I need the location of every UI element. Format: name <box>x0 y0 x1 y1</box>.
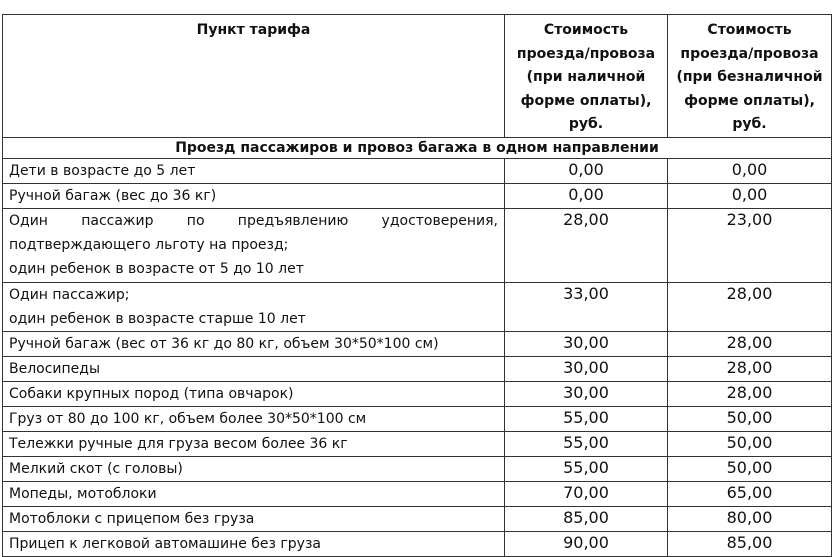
table-row <box>3 506 832 531</box>
header-cashless-line: руб. <box>732 116 767 132</box>
table-row <box>3 481 832 506</box>
cash-price: 33,00 <box>505 282 668 331</box>
cash-price: 70,00 <box>505 481 668 506</box>
tariff-name <box>3 208 505 282</box>
header-cash-price <box>505 15 668 138</box>
header-cashless-price <box>668 15 832 138</box>
tariff-name: Мотоблоки с прицепом без груза <box>3 506 505 531</box>
tariff-name: Дети в возрасте до 5 лет <box>3 158 505 183</box>
cash-price: 85,00 <box>505 506 668 531</box>
header-cash-line: Стоимость <box>543 22 629 38</box>
table-row <box>3 531 832 556</box>
header-cashless-line: форме оплаты), <box>684 92 815 109</box>
cash-price: 0,00 <box>505 158 668 183</box>
header-cash-line: форме оплаты), <box>520 92 652 109</box>
cash-price: 0,00 <box>505 183 668 208</box>
table-row <box>3 356 832 381</box>
table-row <box>3 282 832 331</box>
cash-price: 30,00 <box>505 381 668 406</box>
table-row <box>3 158 832 183</box>
section-title: Проезд пассажиров и провоз багажа в одном направлении <box>3 137 832 158</box>
section-row <box>3 137 832 158</box>
tariff-name-line: один ребенок в возрасте старше 10 лет <box>9 310 306 327</box>
table-row <box>3 456 832 481</box>
table-row <box>3 183 832 208</box>
tariff-name: Мопеды, мотоблоки <box>3 481 505 506</box>
cashless-price: 0,00 <box>668 183 832 208</box>
tariff-name <box>3 282 505 331</box>
tariff-name-line: Один пассажир; <box>9 286 130 303</box>
cashless-price: 65,00 <box>668 481 832 506</box>
cashless-price: 50,00 <box>668 406 832 431</box>
cash-price: 30,00 <box>505 331 668 356</box>
cashless-price: 28,00 <box>668 282 832 331</box>
cashless-price: 28,00 <box>668 356 832 381</box>
tariff-table <box>2 14 832 557</box>
table-row <box>3 208 832 282</box>
table-row <box>3 406 832 431</box>
cash-price: 55,00 <box>505 456 668 481</box>
table-row <box>3 431 832 456</box>
tariff-name: Мелкий скот (с головы) <box>3 456 505 481</box>
tariff-name: Ручной багаж (вес до 36 кг) <box>3 183 505 208</box>
header-tariff-item: Пункт тарифа <box>3 15 505 138</box>
cashless-price: 85,00 <box>668 531 832 556</box>
tariff-name: Собаки крупных пород (типа овчарок) <box>3 381 505 406</box>
cash-price: 55,00 <box>505 431 668 456</box>
cashless-price: 28,00 <box>668 381 832 406</box>
cashless-price: 0,00 <box>668 158 832 183</box>
tariff-name: Тележки ручные для груза весом более 36 кг <box>3 431 505 456</box>
header-cash-line: руб. <box>568 116 604 132</box>
table-row <box>3 331 832 356</box>
cashless-price: 50,00 <box>668 456 832 481</box>
cash-price: 30,00 <box>505 356 668 381</box>
tariff-name-line: один ребенок в возрасте от 5 до 10 лет <box>9 260 304 277</box>
cash-price: 90,00 <box>505 531 668 556</box>
cash-price: 28,00 <box>505 208 668 282</box>
cashless-price: 28,00 <box>668 331 832 356</box>
header-cash-line: проезда/провоза <box>516 45 656 62</box>
table-row <box>3 381 832 406</box>
tariff-name-line: подтверждающего льготу на проезд; <box>9 236 289 253</box>
tariff-name: Велосипеды <box>3 356 505 381</box>
tariff-name: Ручной багаж (вес от 36 кг до 80 кг, объем 30*50*100 см) <box>3 331 505 356</box>
cashless-price: 80,00 <box>668 506 832 531</box>
tariff-name: Прицеп к легковой автомашине без груза <box>3 531 505 556</box>
cashless-price: 50,00 <box>668 431 832 456</box>
tariff-name-line: Один пассажир по предъявлению удостоверения, <box>9 212 498 229</box>
cash-price: 55,00 <box>505 406 668 431</box>
tariff-name: Груз от 80 до 100 кг, объем более 30*50*100 см <box>3 406 505 431</box>
cashless-price: 23,00 <box>668 208 832 282</box>
header-cash-line: (при наличной <box>526 69 646 85</box>
header-row <box>3 15 832 138</box>
header-cashless-line: (при безналичной <box>676 69 823 85</box>
header-cashless-line: проезда/провоза <box>680 45 819 62</box>
header-cashless-line: Стоимость <box>707 22 792 38</box>
